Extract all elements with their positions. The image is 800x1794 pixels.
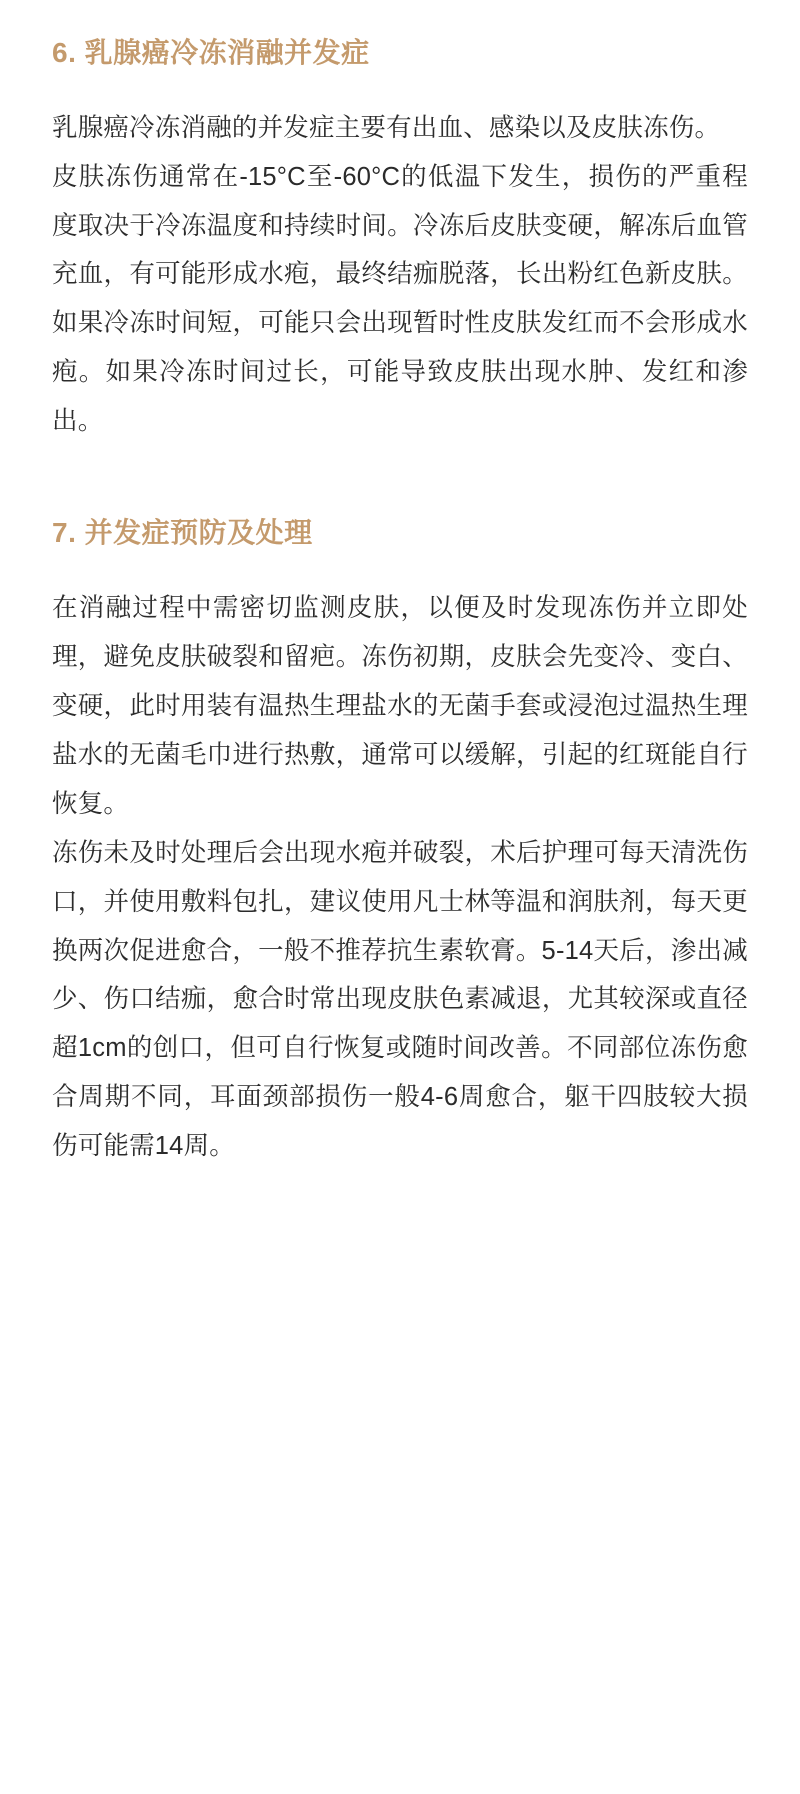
paragraph: 冻伤未及时处理后会出现水疱并破裂，术后护理可每天清洗伤口，并使用敷料包扎，建议使用凡士林等温和润肤剂，每天更换两次促进愈合，一般不推荐抗生素软膏。5-14天后，渗出减少、伤口结痂，愈合时常出现皮肤色素减退，尤其较深或直径超1cm的创口，但可自行恢复或随时间改善。不同部位冻伤愈合周期不同，耳面颈部损伤一般4-6周愈合，躯干四肢较大损伤可能需14周。: [52, 838, 748, 1161]
section-prevention: [52, 516, 748, 1171]
section-heading: 7. 并发症预防及处理: [52, 517, 313, 549]
section-heading: 6. 乳腺癌冷冻消融并发症: [52, 37, 370, 68]
section-spacer: [52, 456, 748, 498]
section-complications: [52, 36, 748, 446]
paragraph: 在消融过程中需密切监测皮肤，以便及时发现冻伤并立即处理，避免皮肤破裂和留疤。冻伤初期，皮肤会先变冷、变白、变硬，此时用装有温热生理盐水的无菌手套或浸泡过温热生理盐水的无菌毛巾进行热敷，通常可以缓解，引起的红斑能自行恢复。: [52, 593, 748, 818]
paragraph: 皮肤冻伤通常在-15°C至-60°C的低温下发生，损伤的严重程度取决于冷冻温度和持续时间。冷冻后皮肤变硬，解冻后血管充血，有可能形成水疱，最终结痂脱落，长出粉红色新皮肤。如果冷冻时间短，可能只会出现暂时性皮肤发红而不会形成水疱。如果冷冻时间过长，可能导致皮肤出现水肿、发红和渗出。: [52, 162, 748, 436]
paragraph: 乳腺癌冷冻消融的并发症主要有出血、感染以及皮肤冻伤。: [52, 113, 721, 142]
